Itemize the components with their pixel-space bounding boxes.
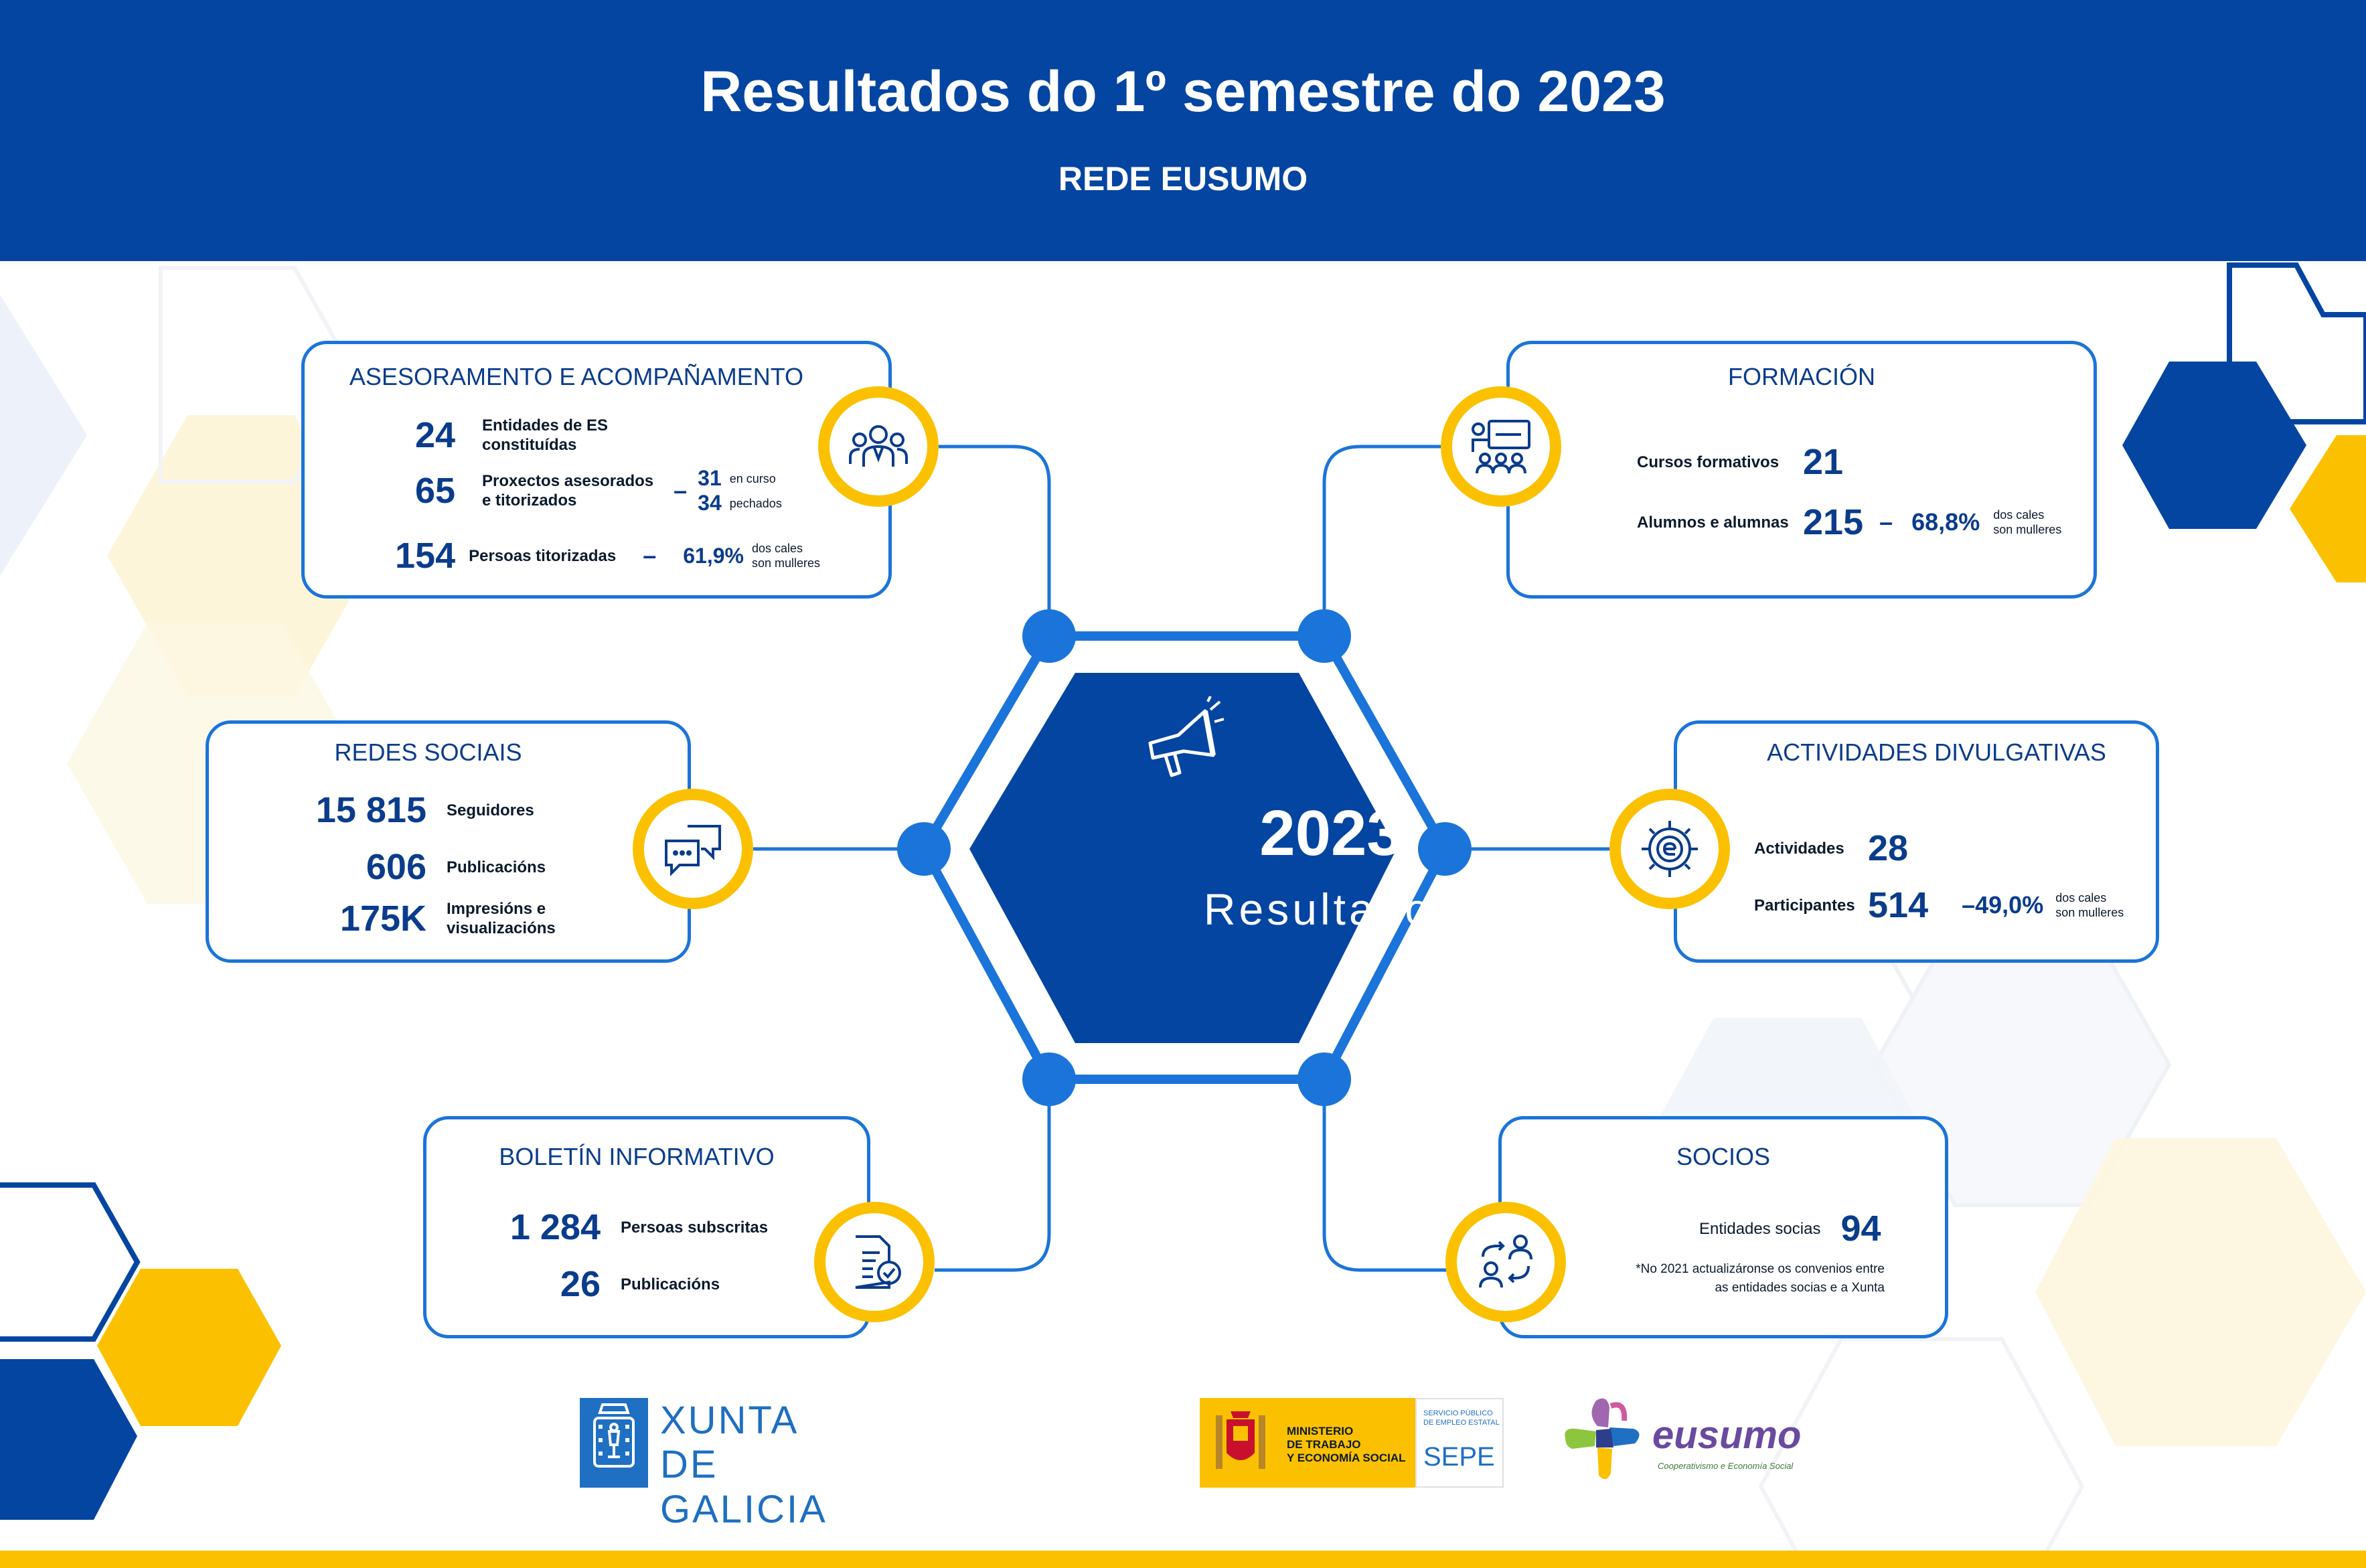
eusumo-emblem-icon [1560,1394,1647,1488]
center-year: 2023 [1259,797,1403,869]
sepe-small-text: DE EMPLEO ESTATAL [1423,1419,1500,1427]
stat-number: 215 [1803,502,1864,542]
card-actividades [1674,720,2159,963]
stat-label: e titorizados [482,491,577,509]
stat-label: Participantes [1754,896,1855,915]
sepe-text: SEPE [1423,1442,1495,1472]
stat-label: Actividades [1754,839,1844,858]
dash-separator: – [1962,891,1976,919]
sub-label: en curso [729,471,776,485]
ministerio-text: Y ECONOMÍA SOCIAL [1287,1452,1406,1464]
icon-badge-redes [633,789,753,909]
page-title: Resultados do 1º semestre do 2023 [700,60,1666,124]
card-redes-sociais [206,720,691,963]
ministerio-text: DE TRABAJO [1287,1438,1361,1451]
center-label: Resultados [1203,884,1459,934]
stat-number: 606 [366,847,426,887]
card-formacion [1506,341,2097,599]
stat-number: 24 [415,415,456,455]
stat-label: Cursos formativos [1637,453,1780,471]
exchange-people-icon [1474,1230,1538,1294]
footnote-line: as entidades socias e a Xunta [1715,1281,1885,1295]
stat-number: 21 [1803,442,1844,482]
note-label: dos cales [751,542,803,555]
spain-coat-of-arms-icon [1210,1406,1271,1480]
stat-number: 1 284 [509,1207,601,1247]
ministerio-text: MINISTERIO [1287,1425,1354,1437]
card-boletin [423,1116,870,1338]
bottom-accent-bar [0,1551,2366,1568]
stat-number: 26 [560,1264,601,1304]
corner-hexagons-top-right [2122,265,2366,582]
stat-number: 28 [1868,828,1909,868]
note-label: son mulleres [2055,906,2124,919]
stat-number: 15 815 [315,790,426,830]
eusumo-tagline: Cooperativismo e Economía Social [1658,1461,1794,1471]
card-title: BOLETÍN INFORMATIVO [499,1143,775,1170]
xunta-emblem [580,1398,648,1488]
stat-number: 65 [415,471,456,511]
card-title: ACTIVIDADES DIVULGATIVAS [1767,738,2106,766]
card-asesoramento [301,341,892,599]
stat-number: 514 [1868,885,1929,925]
stat-label: Seguidores [447,801,534,819]
sub-number: 31 [698,466,722,490]
icon-badge-socios [1445,1202,1566,1322]
icon-badge-boletin [814,1202,935,1322]
dash-separator: – [1879,508,1893,536]
stat-label: Publicacións [621,1275,720,1293]
document-check-icon [842,1230,906,1294]
stat-label: Entidades socias [1699,1219,1821,1238]
icon-badge-asesoramento [818,386,939,507]
stat-label: Publicacións [447,858,546,876]
stat-label: visualizacións [447,919,556,937]
stat-number: 175K [339,898,426,939]
people-group-icon [846,414,911,479]
gear-icon [1638,817,1702,881]
ministerio-sepe-logo [1200,1398,1504,1488]
card-title: ASESORAMENTO E ACOMPAÑAMENTO [349,363,804,390]
corner-hexagons-bottom-left [0,1185,281,1520]
dash-separator: – [674,477,688,504]
stat-percentage: 49,0% [1975,891,2044,919]
stat-label: Alumnos e alumnas [1637,513,1789,532]
stat-label: Entidades de ES [482,416,609,435]
page-subtitle: REDE EUSUMO [1058,160,1308,198]
sepe-small-text: SERVICIO PÚBLICO [1423,1409,1493,1417]
stat-percentage: 61,9% [683,543,744,568]
xunta-text-line1: XUNTA [660,1399,799,1442]
icon-badge-actividades [1609,789,1730,909]
chat-bubbles-icon [661,817,725,881]
dash-separator: – [643,542,657,569]
card-title: SOCIOS [1676,1143,1771,1170]
xunta-text-line2: DE GALICIA [660,1443,827,1531]
note-label: dos cales [1993,508,2045,522]
eusumo-logo [1560,1394,1801,1488]
megaphone-icon [1138,696,1225,783]
icon-badge-formacion [1441,386,1561,507]
sub-label: pechados [729,496,782,510]
note-label: son mulleres [751,556,821,570]
sepe-box [1415,1398,1504,1488]
stat-label: Persoas subscritas [621,1218,769,1237]
card-socios [1498,1116,1948,1338]
footnote [1636,1260,1885,1298]
stat-label: Impresións e [447,900,546,918]
sub-number: 34 [698,491,722,515]
note-label: son mulleres [1993,523,2062,536]
footnote-line: *No 2021 actualizáronse os convenios entre [1636,1262,1885,1276]
note-label: dos cales [2055,891,2107,905]
stat-number: 154 [395,536,456,576]
coat-of-arms-icon [580,1398,648,1488]
stat-label: Persoas titorizadas [469,546,617,565]
xunta-logo [580,1398,894,1531]
eusumo-text: eusumo [1652,1413,1802,1457]
card-title: REDES SOCIAIS [334,738,522,766]
classroom-icon [1469,414,1533,479]
stat-percentage: 68,8% [1911,508,1980,536]
header-banner [0,0,2366,261]
card-title: FORMACIÓN [1728,363,1875,390]
stat-label: constituídas [482,436,577,454]
stat-label: Proxectos asesorados [482,472,654,490]
stat-number: 94 [1840,1208,1881,1249]
